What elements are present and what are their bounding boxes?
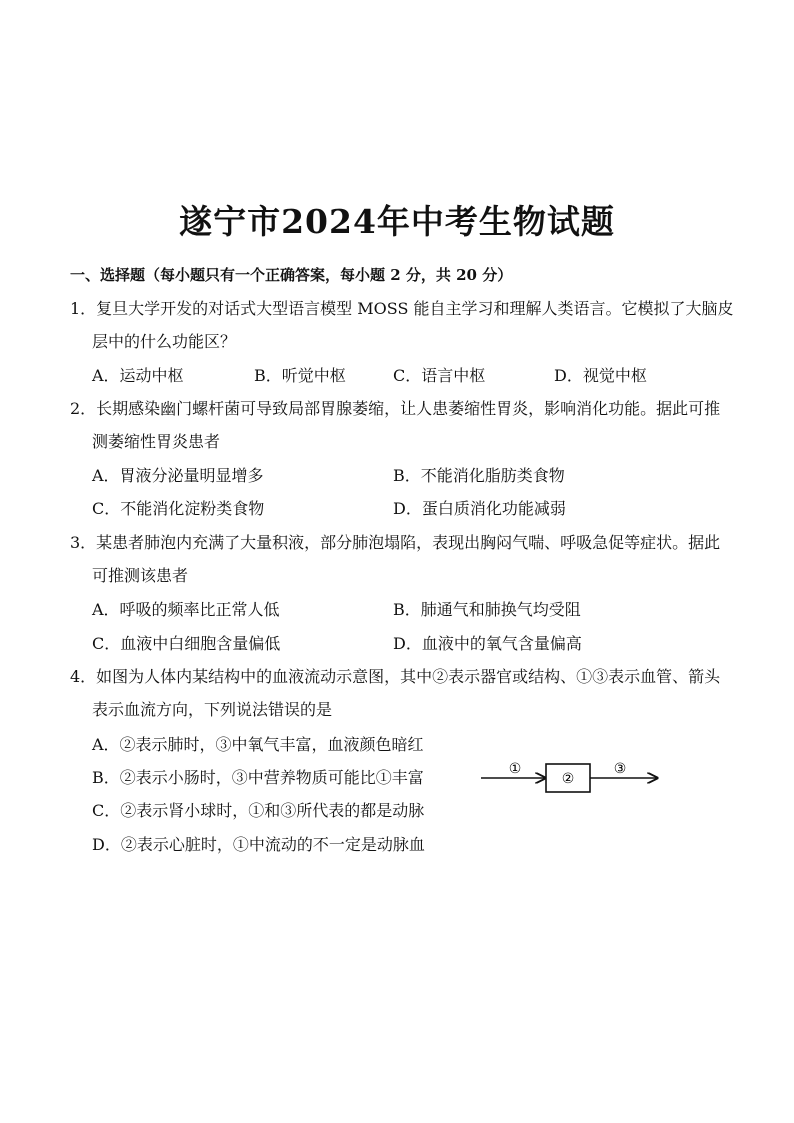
question-2-option-d: D．蛋白质消化功能减弱 <box>393 499 566 518</box>
question-3-option-a: A．呼吸的频率比正常人低 <box>92 600 280 619</box>
question-2-text-cont: 测萎缩性胃炎患者 <box>92 432 221 451</box>
question-3-option-b: B．肺通气和肺换气均受阻 <box>393 600 581 619</box>
question-3-text-cont: 可推测该患者 <box>92 566 189 585</box>
organ-label: ② <box>561 771 575 787</box>
blood-flow-diagram <box>475 755 665 800</box>
question-4-option-b: B．②表示小肠时，③中营养物质可能比①丰富 <box>92 768 424 787</box>
question-1-text-cont: 层中的什么功能区？ <box>92 332 237 351</box>
question-1-option-b: B．听觉中枢 <box>254 366 346 385</box>
outflow-label: ③ <box>613 761 627 777</box>
section-heading: 一、选择题（每小题只有一个正确答案，每小题 2 分，共 20 分） <box>70 266 513 284</box>
question-4-option-c: C．②表示肾小球时，①和③所代表的都是动脉 <box>92 801 425 820</box>
question-3-option-c: C．血液中白细胞含量偏低 <box>92 634 281 653</box>
question-4-option-a: A．②表示肺时，③中氧气丰富，血液颜色暗红 <box>92 735 424 754</box>
question-1-text: 1．复旦大学开发的对话式大型语言模型 MOSS 能自主学习和理解人类语言。它模拟了大脑皮 <box>70 299 734 318</box>
question-2-text: 2．长期感染幽门螺杆菌可导致局部胃腺萎缩，让人患萎缩性胃炎，影响消化功能。据此可推 <box>70 399 721 418</box>
page-title: 遂宁市2024年中考生物试题 <box>179 202 615 241</box>
question-1-option-d: D．视觉中枢 <box>554 366 647 385</box>
inflow-label: ① <box>508 761 522 777</box>
question-2-option-b: B．不能消化脂肪类食物 <box>393 466 565 485</box>
question-4-text: 4．如图为人体内某结构中的血液流动示意图，其中②表示器官或结构、①③表示血管、箭头 <box>70 667 721 686</box>
question-4-option-d: D．②表示心脏时，①中流动的不一定是动脉血 <box>92 835 425 854</box>
question-1-option-c: C．语言中枢 <box>393 366 486 385</box>
question-3-option-d: D．血液中的氧气含量偏高 <box>393 634 582 653</box>
question-4-text-cont: 表示血流方向，下列说法错误的是 <box>92 700 333 719</box>
question-2-option-c: C．不能消化淀粉类食物 <box>92 499 265 518</box>
question-2-option-a: A．胃液分泌量明显增多 <box>92 466 264 485</box>
question-1-option-a: A．运动中枢 <box>92 366 184 385</box>
question-3-text: 3．某患者肺泡内充满了大量积液，部分肺泡塌陷，表现出胸闷气喘、呼吸急促等症状。据此 <box>70 533 721 552</box>
